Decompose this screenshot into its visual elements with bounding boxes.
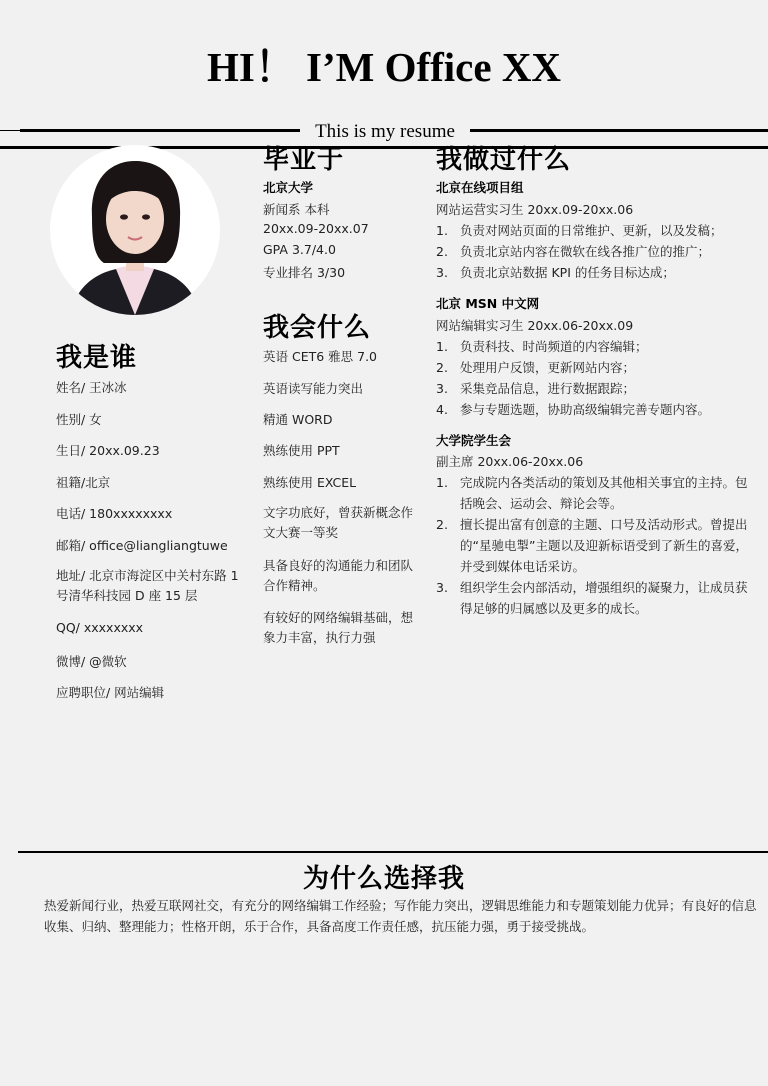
why-text: 热爱新闻行业，热爱互联网社交，有充分的网络编辑工作经验；写作能力突出，逻辑思维能力和专题策划能力优异；有良好的信息收集、归纳、整理能力；性格开朗，乐于合作，具备高度工作责任感，抗压能力强，勇于接受挑战。: [44, 898, 757, 934]
list-item: [436, 514, 758, 577]
education-heading: 毕业于: [263, 145, 345, 175]
list-number: 4.: [436, 402, 448, 417]
list-number: 1.: [436, 223, 448, 238]
about-position: 应聘职位/ 网站编辑: [56, 685, 165, 700]
skills-heading: 我会什么: [263, 313, 372, 343]
job-org: 北京在线项目组: [436, 180, 524, 195]
list-number: 3.: [436, 580, 448, 595]
list-number: 2.: [436, 517, 448, 532]
list-number: 3.: [436, 381, 448, 396]
why-rule: [18, 851, 768, 853]
list-text: 负责对网站页面的日常维护、更新，以及发稿；: [460, 223, 723, 238]
about-address: 地址/ 北京市海淀区中关村东路 1 号清华科技园 D 座 15 层: [56, 568, 239, 603]
list-number: 1.: [436, 475, 448, 490]
portrait-illustration: [50, 145, 220, 315]
list-text: 组织学生会内部活动，增强组织的凝聚力，让成员获得足够的归属感以及更多的成长。: [460, 580, 748, 616]
resume-subtitle: This is my resume: [300, 121, 470, 143]
job-role: 网站编辑实习生 20xx.06-20xx.09: [436, 318, 634, 333]
job-org: 大学院学生会: [436, 433, 512, 448]
job-org: 北京 MSN 中文网: [436, 296, 540, 311]
education-major: 新闻系 本科: [263, 202, 330, 217]
job-role: 副主席 20xx.06-20xx.06: [436, 454, 584, 469]
profile-photo: [50, 145, 220, 315]
skill-item: 有较好的网络编辑基础，想象力丰富，执行力强: [263, 610, 414, 645]
about-birthday: 生日/ 20xx.09.23: [56, 443, 160, 458]
education-school: 北京大学: [263, 180, 314, 195]
skill-item: 文字功底好，曾获新概念作文大赛一等奖: [263, 505, 414, 540]
list-text: 参与专题选题，协助高级编辑完善专题内容。: [460, 402, 711, 417]
list-item: [436, 472, 758, 514]
experience-heading: 我做过什么: [436, 145, 572, 175]
education-gpa: GPA 3.7/4.0: [263, 242, 336, 257]
education-period: 20xx.09-20xx.07: [263, 221, 369, 236]
resume-title: HI！ I’M Office XX: [206, 44, 562, 90]
list-number: 1.: [436, 339, 448, 354]
list-text: 处理用户反馈，更新网站内容；: [460, 360, 636, 375]
about-weibo: 微博/ @微软: [56, 654, 127, 669]
about-hometown: 祖籍/北京: [56, 475, 111, 490]
skill-item: 熟练使用 PPT: [263, 443, 340, 458]
about-gender: 性别/ 女: [56, 412, 102, 427]
skill-item: 熟练使用 EXCEL: [263, 475, 357, 490]
job-role: 网站运营实习生 20xx.09-20xx.06: [436, 202, 634, 217]
list-text: 负责科技、时尚频道的内容编辑；: [460, 339, 648, 354]
about-heading: 我是谁: [56, 343, 138, 373]
about-name: 姓名/ 王冰冰: [56, 380, 127, 395]
list-item: [436, 577, 758, 619]
education-rank: 专业排名 3/30: [263, 265, 346, 280]
list-text: 擅长提出富有创意的主题、口号及活动形式。曾提出的“星驰电掣”主题以及迎新标语受到了新生的喜爱，并受到媒体电话采访。: [460, 517, 748, 574]
skill-item: 英语 CET6 雅思 7.0: [263, 349, 378, 364]
list-number: 2.: [436, 360, 448, 375]
list-text: 完成院内各类活动的策划及其他相关事宜的主持。包括晚会、运动会、辩论会等。: [460, 475, 748, 511]
about-phone: 电话/ 180xxxxxxxx: [56, 506, 173, 521]
skill-item: 英语读写能力突出: [263, 381, 364, 396]
about-qq: QQ/ xxxxxxxx: [56, 620, 144, 635]
list-number: 3.: [436, 265, 448, 280]
list-text: 采集竞品信息，进行数据跟踪；: [460, 381, 636, 396]
list-text: 负责北京站数据 KPI 的任务目标达成；: [460, 265, 675, 280]
skill-item: 精通 WORD: [263, 412, 333, 427]
skill-item: 具备良好的沟通能力和团队合作精神。: [263, 558, 414, 593]
list-text: 负责北京站内容在微软在线各推广位的推广；: [460, 244, 711, 259]
why-heading: 为什么选择我: [302, 864, 465, 894]
list-number: 2.: [436, 244, 448, 259]
about-email: 邮箱/ office@liangliangtuwe: [56, 538, 228, 553]
